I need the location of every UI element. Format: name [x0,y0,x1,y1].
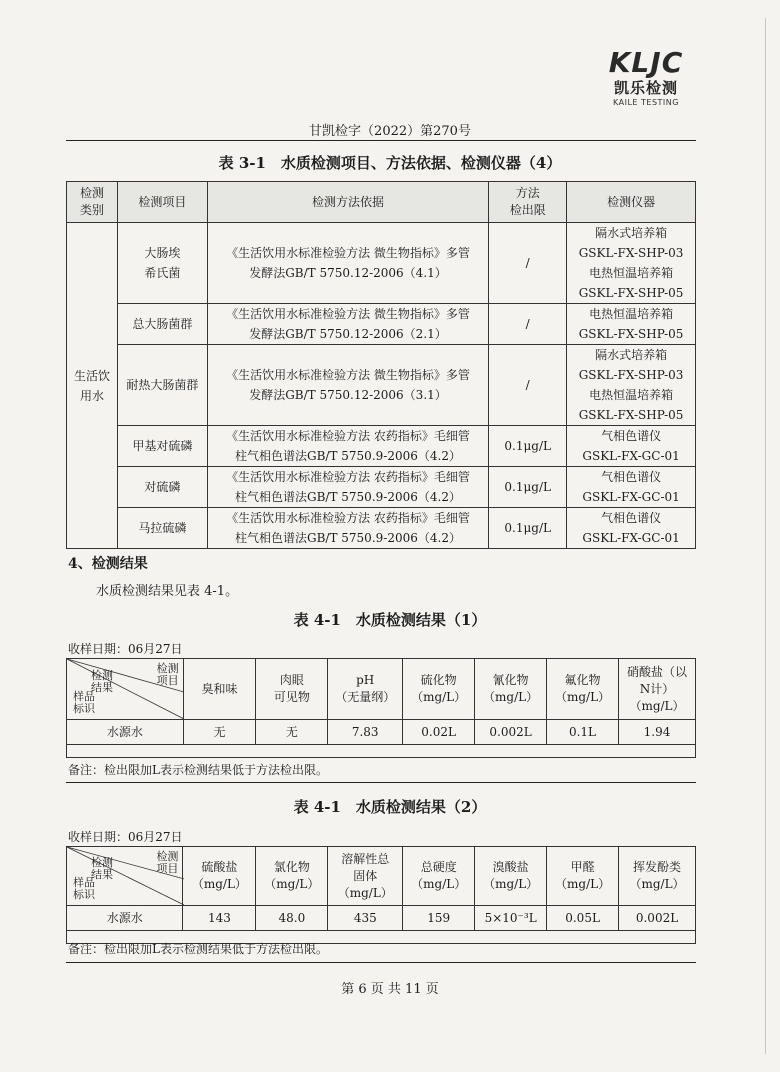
result-header: 硫酸盐 （mg/L） [183,847,256,906]
diagonal-header-cell [67,659,184,720]
table31-title: 表 3-1 水质检测项目、方法依据、检测仪器（4） [218,154,562,172]
result-value: 5×10⁻³L [475,906,547,931]
header-rule [66,140,696,141]
result-header: 臭和味 [183,659,256,720]
diag-label-top: 检测 项目 [156,662,179,687]
item-cell: 马拉硫磷 [117,508,207,549]
limit-cell: 0.1μg/L [489,467,567,508]
method-cell: 《生活饮用水标准检验方法 微生物指标》多管 发酵法GB/T 5750.12-2006（3.1） [207,345,488,426]
result-value: 无 [256,720,328,745]
result-value-row [67,906,696,931]
limit-cell: 0.1μg/L [489,426,567,467]
method-cell: 《生活饮用水标准检验方法 微生物指标》多管 发酵法GB/T 5750.12-2006（2.1） [207,304,488,345]
spacer-cell [67,745,696,758]
item-cell: 对硫磷 [117,467,207,508]
instrument-cell: 电热恒温培养箱 GSKL-FX-SHP-05 [567,304,696,345]
result-value: 0.1L [547,720,619,745]
table31-row [67,426,696,467]
instrument-cell: 气相色谱仪 GSKL-FX-GC-01 [567,426,696,467]
table31 [66,181,696,549]
result-header: pH （无量纲） [328,659,403,720]
table41a [66,658,696,758]
method-cell: 《生活饮用水标准检验方法 农药指标》毛细管 柱气相色谱法GB/T 5750.9-2006（4.2） [207,508,488,549]
method-cell: 《生活饮用水标准检验方法 微生物指标》多管 发酵法GB/T 5750.12-2006（4.1） [207,223,488,304]
page-number: 第 6 页 共 11 页 [341,982,439,997]
report-number: 甘凯检字（2022）第270号 [309,124,471,139]
diagonal-header-cell [67,847,183,906]
diag-label-bottom: 样品 标识 [73,690,95,715]
table31-row [67,304,696,345]
limit-cell: / [489,345,567,426]
instrument-cell: 隔水式培养箱 GSKL-FX-SHP-03 电热恒温培养箱 GSKL-FX-SHP-05 [567,223,696,304]
limit-cell: 0.1μg/L [489,508,567,549]
diag-label-top: 检测 项目 [156,850,179,875]
result-header: 挥发酚类 （mg/L） [619,847,696,906]
instrument-cell: 气相色谱仪 GSKL-FX-GC-01 [567,467,696,508]
result-header: 溶解性总 固体 （mg/L） [328,847,403,906]
result-header: 硫化物 （mg/L） [403,659,475,720]
table41a-date: 收样日期：06月27日 [68,642,183,656]
table41b-note: 备注：检出限加L表示检测结果低于方法检出限。 [68,942,328,956]
result-header: 肉眼 可见物 [256,659,328,720]
table31-header: 检测方法依据 [207,182,488,223]
result-header: 氟化物 （mg/L） [547,659,619,720]
scan-edge [765,18,766,1054]
table41b-title: 表 4-1 水质检测结果（2） [293,798,487,816]
result-spacer-row [67,745,696,758]
result-value: 0.05L [547,906,619,931]
result-value: 1.94 [618,720,695,745]
result-value: 0.002L [619,906,696,931]
section4-text: 水质检测结果见表 4-1。 [96,584,239,599]
sample-cell: 水源水 [67,906,183,931]
result-header: 氰化物 （mg/L） [475,659,547,720]
logo-name-cn: 凯乐检测 [613,79,678,97]
diag-label-middle: 检测 结果 [91,856,113,881]
result-value: 0.002L [475,720,547,745]
instrument-cell: 隔水式培养箱 GSKL-FX-SHP-03 电热恒温培养箱 GSKL-FX-SHP-05 [567,345,696,426]
item-cell: 总大肠菌群 [117,304,207,345]
company-logo [606,48,686,108]
result-value: 无 [183,720,256,745]
result-value: 159 [403,906,475,931]
diag-label-bottom: 样品 标识 [73,876,95,901]
result-header-row [67,659,696,720]
table41b-date: 收样日期：06月27日 [68,830,183,844]
result-value: 7.83 [328,720,403,745]
result-header: 氯化物 （mg/L） [256,847,328,906]
section4-heading: 4、检测结果 [68,556,148,572]
result-value: 0.02L [403,720,475,745]
table31-header: 方法 检出限 [489,182,567,223]
result-value: 143 [183,906,256,931]
table41a-title: 表 4-1 水质检测结果（1） [293,611,487,629]
result-value-row [67,720,696,745]
footer-rule [66,962,696,963]
table31-header: 检测仪器 [567,182,696,223]
table31-row [67,223,696,304]
divider-rule [66,782,696,783]
method-cell: 《生活饮用水标准检验方法 农药指标》毛细管 柱气相色谱法GB/T 5750.9-2006（4.2） [207,467,488,508]
table31-row [67,508,696,549]
method-cell: 《生活饮用水标准检验方法 农药指标》毛细管 柱气相色谱法GB/T 5750.9-2006（4.2） [207,426,488,467]
table41b [66,846,696,944]
item-cell: 耐热大肠菌群 [117,345,207,426]
instrument-cell: 气相色谱仪 GSKL-FX-GC-01 [567,508,696,549]
logo-mark: KLJC [608,46,684,79]
result-value: 435 [328,906,403,931]
logo-name-en: KAILE TESTING [613,98,679,107]
diag-label-middle: 检测 结果 [91,669,113,694]
table31-header-row [67,182,696,223]
table31-header: 检测项目 [117,182,207,223]
table31-row [67,345,696,426]
result-value: 48.0 [256,906,328,931]
item-cell: 甲基对硫磷 [117,426,207,467]
result-header: 甲醛 （mg/L） [547,847,619,906]
table31-header: 检测 类别 [67,182,118,223]
item-cell: 大肠埃 希氏菌 [117,223,207,304]
sample-cell: 水源水 [67,720,184,745]
limit-cell: / [489,223,567,304]
result-header-row [67,847,696,906]
table31-row [67,467,696,508]
result-header: 溴酸盐 （mg/L） [475,847,547,906]
result-header: 硝酸盐（以 N计） （mg/L） [618,659,695,720]
limit-cell: / [489,304,567,345]
category-cell: 生活饮 用水 [67,223,118,549]
table41a-note: 备注：检出限加L表示检测结果低于方法检出限。 [68,763,328,777]
result-header: 总硬度 （mg/L） [403,847,475,906]
